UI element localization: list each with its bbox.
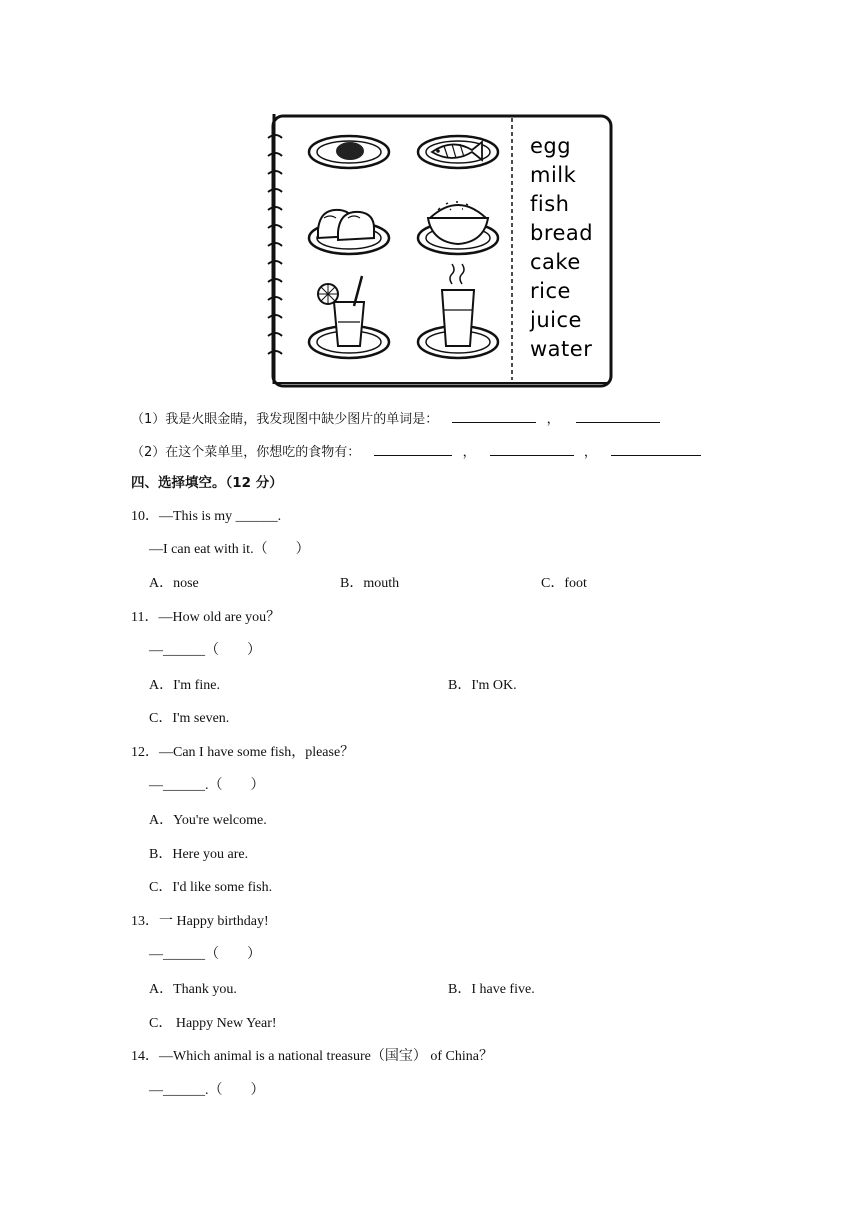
option-a[interactable]: A．Thank you.: [149, 982, 237, 997]
question-12-reply: —______.（ ）: [149, 778, 265, 793]
menu-word: water: [530, 337, 593, 361]
option-c[interactable]: C．I'd like some fish.: [149, 880, 273, 895]
menu-notebook-figure: [266, 110, 614, 390]
option-b[interactable]: B．Here you are.: [149, 847, 249, 862]
question-10-reply: —I can eat with it.（ ）: [149, 542, 310, 557]
question-14-reply: —______.（ ）: [149, 1083, 265, 1098]
question-14-stem: 14．—Which animal is a national treasure（国宝） of China？: [131, 1049, 493, 1064]
menu-word: milk: [530, 163, 577, 187]
answer-blank[interactable]: [490, 441, 574, 456]
option-b[interactable]: B．I have five.: [448, 982, 535, 997]
menu-word: juice: [530, 308, 582, 332]
question-text: （1）我是火眼金睛，我发现图中缺少图片的单词是：: [131, 412, 439, 427]
question-11-stem: 11．—How old are you？: [131, 610, 281, 625]
menu-word: cake: [530, 250, 581, 274]
option-c[interactable]: C． Happy New Year!: [149, 1016, 277, 1031]
option-b[interactable]: B．I'm OK.: [448, 678, 517, 693]
option-c[interactable]: C．foot: [541, 576, 587, 591]
question-10-stem: 10．—This is my ______.: [131, 509, 282, 524]
answer-blank[interactable]: [452, 408, 536, 423]
option-a[interactable]: A．I'm fine.: [149, 678, 220, 693]
question-13-reply: —______（ ）: [149, 947, 261, 962]
answer-blank[interactable]: [576, 408, 660, 423]
menu-word: rice: [530, 279, 571, 303]
question-text: （2）在这个菜单里，你想吃的食物有：: [131, 445, 361, 460]
option-c[interactable]: C．I'm seven.: [149, 711, 230, 726]
answer-blank[interactable]: [374, 441, 452, 456]
separator: ，: [546, 412, 560, 427]
option-a[interactable]: A．nose: [149, 576, 199, 591]
option-a[interactable]: A．You're welcome.: [149, 813, 267, 828]
answer-blank[interactable]: [611, 441, 701, 456]
question-13-stem: 13．一 Happy birthday!: [131, 914, 269, 929]
question-12-stem: 12．—Can I have some fish，please？: [131, 745, 355, 760]
menu-word: egg: [530, 134, 572, 158]
separator: ，: [462, 445, 476, 460]
section-title: 四、选择填空。（12 分）: [131, 475, 283, 491]
separator: ，: [583, 445, 597, 460]
question-favorite-foods: [131, 441, 701, 462]
menu-word: fish: [530, 192, 570, 216]
fish-plate-icon: [418, 136, 498, 168]
option-b[interactable]: B．mouth: [340, 576, 400, 591]
egg-plate-icon: [309, 136, 389, 168]
question-11-reply: —______（ ）: [149, 643, 261, 658]
question-missing-words: [131, 408, 660, 429]
menu-word: bread: [530, 221, 594, 245]
